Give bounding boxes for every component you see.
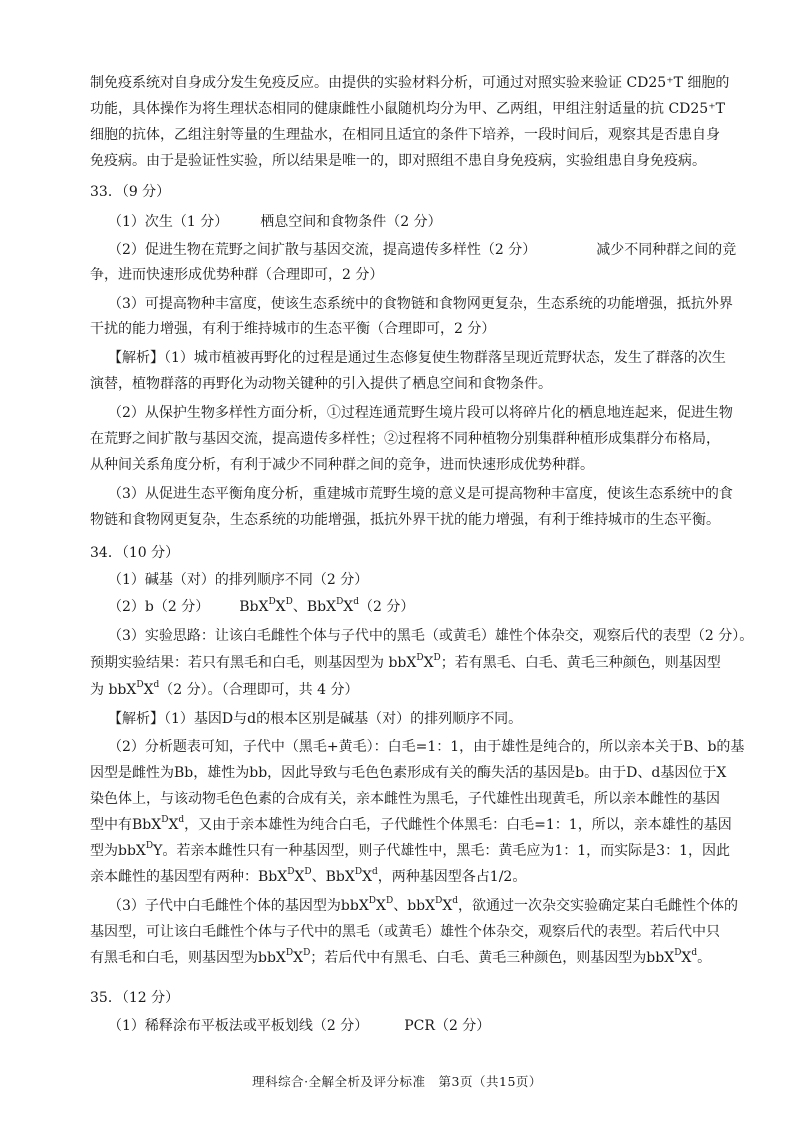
q33-explain-line-5: 从种间关系角度分析，有利于减少不同种群之间的竞争，进而快速形成优势种群。 bbox=[90, 457, 594, 473]
q34-header: 34．（10 分） bbox=[90, 545, 180, 561]
q34-explain-line-6: 型为bbX$^D$Y。若亲本雌性只有一种基因型，则子代雄性中，黑毛：黄毛应为1：1，而实际是3：1，因此 bbox=[90, 841, 730, 859]
q34-explain-line-8: （3）子代中白毛雌性个体的基因型为$bbX^DX^D$、$bbX^DX^d$，欲通过一次杂交实验确定某白毛雌性个体的 bbox=[108, 896, 739, 914]
q34-answer-2 bbox=[108, 597, 414, 617]
q34-answer-2a: （2）b（2 分） bbox=[108, 599, 210, 615]
intro-line-2: 功能，具体操作为将生理状态相同的健康雌性小鼠随机均分为甲、乙两组，甲组注射适量的抗 CD25⁺T bbox=[90, 101, 725, 117]
q33-explain-line-3: （2）从保护生物多样性方面分析，①过程连通荒野生境片段可以将碎片化的栖息地连起来，促进生物 bbox=[108, 405, 733, 421]
q34-answer-2b: $BbX^DX^D$、$BbX^DX^d(2$ 分） bbox=[239, 597, 415, 615]
q33-answer-1 bbox=[108, 212, 442, 232]
intro-line-3: 细胞的抗体，乙组注射等量的生理盐水，在相同且适宜的条件下培养，一段时间后，观察其是否患自身 bbox=[90, 127, 720, 143]
q33-answer-3-line-1: （3）可提高物种丰富度，使该生态系统中的食物链和食物网更复杂，生态系统的功能增强，抵抗外界 bbox=[108, 296, 733, 312]
q33-answer-2b: 减少不同种群之间的竞 bbox=[596, 242, 737, 258]
q34-explain-line-3: 因型是雌性为Bb，雄性为bb，因此导致与毛色色素形成有关的酶失活的基因是b。由于D、d基因位于X bbox=[90, 765, 727, 781]
q33-answer-3-line-2: 干扰的能力增强，有利于维持城市的生态平衡（合理即可，2 分） bbox=[90, 321, 496, 337]
q34-explain-line-10: 有黑毛和白毛，则基因型为$bbX^DX^D$；若后代中有黑毛、白毛、黄毛三种颜色，则基因型为$bbX^DX^d$。 bbox=[90, 948, 712, 966]
q33-explain-line-6: （3）从促进生态平衡角度分析，重建城市荒野生境的意义是可提高物种丰富度，使该生态系统中的食 bbox=[108, 486, 733, 502]
q33-answer-2-line-1 bbox=[108, 240, 736, 260]
q34-explain-line-4: 染色体上，与该动物毛色色素的合成有关，亲本雌性为黑毛，子代雄性出现黄毛，所以亲本雌性的基因 bbox=[90, 791, 720, 807]
q34-answer-3-line-2: 预期实验结果：若只有黑毛和白毛，则基因型为 $bbX^DX^D$；若有黑毛、白毛、黄毛三种颜色，则基因型 bbox=[90, 653, 721, 671]
intro-line-4: 免疫病。由于是验证性实验，所以结果是唯一的，即对照组不患自身免疫病，实验组患自身免疫病。 bbox=[90, 153, 706, 169]
q33-answer-1b: 栖息空间和食物条件（2 分） bbox=[260, 214, 442, 230]
q33-explain-line-7: 物链和食物网更复杂，生态系统的功能增强，抵抗外界干扰的能力增强，有利于维持城市的生态平衡。 bbox=[90, 512, 720, 528]
q34-explain-line-2: （2）分析题表可知，子代中（黑毛+黄毛）：白毛=1：1，由于雄性是纯合的，所以亲本关于B、b的基 bbox=[108, 739, 745, 755]
q33-explain-line-2: 演替，植物群落的再野化为动物关键种的引入提供了栖息空间和食物条件。 bbox=[90, 376, 552, 392]
q35-header: 35．（12 分） bbox=[90, 990, 180, 1006]
q34-explain-line-7: 亲本雌性的基因型有两种：$BbX^DX^D$、$BbX^DX^d$，两种基因型各占1/2。 bbox=[90, 867, 527, 885]
q33-header: 33．（9 分） bbox=[90, 184, 171, 200]
intro-line-1: 制免疫系统对自身成分发生免疫反应。由提供的实验材料分析，可通过对照实验来验证 CD25⁺T 细胞的 bbox=[90, 75, 730, 91]
q34-answer-3-line-3: 为 $bbX^DX^d(2$ 分）。（合理即可，共 4 分） bbox=[90, 680, 359, 698]
q34-explain-line-5: 型中有$BbX^DX^d$，又由于亲本雄性为纯合白毛，子代雌性个体黑毛：白毛=1：1，所以，亲本雄性的基因 bbox=[90, 815, 732, 833]
q33-answer-1a: （1）次生（1 分） bbox=[108, 214, 229, 230]
q33-answer-2-line-2: 争，进而快速形成优势种群（合理即可，2 分） bbox=[90, 267, 384, 283]
q33-explain-line-1: 【解析】（1）城市植被再野化的过程是通过生态修复使生物群落呈现近荒野状态，发生了群落的次生 bbox=[108, 350, 726, 366]
q34-answer-1: （1）碱基（对）的排列顺序不同（2 分） bbox=[108, 572, 369, 588]
q34-explain-line-9: 基因型，可让该白毛雌性个体与子代中的黑毛（或黄毛）雄性个体杂交，观察后代的表型。若后代中只 bbox=[90, 924, 720, 940]
q33-explain-line-4: 在荒野之间扩散与基因交流，提高遗传多样性；②过程将不同种植物分别集群种植形成集群分布格局， bbox=[90, 431, 720, 447]
q34-explain-line-1: 【解析】（1）基因D与d的根本区别是碱基（对）的排列顺序不同。 bbox=[108, 711, 523, 727]
q35-answer-1 bbox=[108, 1016, 490, 1036]
page-footer: 理科综合·全解全析及评分标准 第3页（共15页） bbox=[252, 1074, 542, 1089]
q34-answer-3-line-1: （3）实验思路：让该白毛雌性个体与子代中的黑毛（或黄毛）雄性个体杂交，观察后代的表型（2 分）。 bbox=[108, 628, 754, 644]
q33-answer-2a: （2）促进生物在荒野之间扩散与基因交流，提高遗传多样性（2 分） bbox=[108, 242, 537, 258]
q35-answer-1b: PCR（2 分） bbox=[404, 1018, 491, 1034]
q35-answer-1a: （1）稀释涂布平板法或平板划线（2 分） bbox=[108, 1018, 369, 1034]
